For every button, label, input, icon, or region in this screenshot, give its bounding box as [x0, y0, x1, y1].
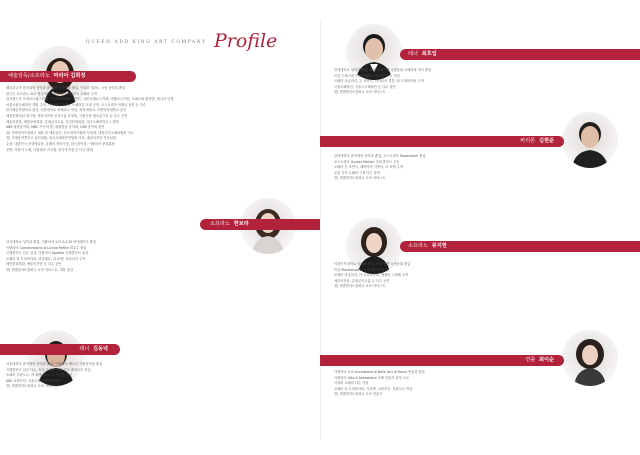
profile-role: 소프라노 [408, 243, 429, 249]
profile-role: 연출 [525, 357, 536, 363]
bio-line: 독일 드레스덴 국립 오페라 극장 솔리스트 역임 [334, 73, 400, 78]
bio-line: 이탈리아 로마 Accademia di Belle Arti di Roma 연출과 졸업 [334, 370, 425, 374]
bio-line: 이탈리아 Villa S.Sebastiano 국제 연출가 과정 수료 [334, 375, 409, 380]
profile-role: 소프라노 [210, 221, 231, 227]
bio-line: 오페라 라 트라비아타, 카르멘, 나비부인, 투란도트 연출 [334, 386, 413, 391]
bio-line: 예술의전당, 세종문화회관, 롯데콘서트홀, 부산문화회관, 대구오페라하우스 협연 [6, 119, 119, 124]
profile-bio [334, 68, 634, 96]
bio-line: 현) 퀸앤킹아트컴퍼니 소속 연출가 [334, 392, 383, 397]
bio-line: 현) 퀸앤킹아트컴퍼니 소속 아티스트 [6, 384, 58, 389]
bio-line: 한국예술종합학교 출강, 서울대학교 외래교수 역임, 경희대학교, 숙명여자대학교 출강 [6, 108, 127, 113]
profile-name-tag [320, 136, 564, 147]
column-divider [320, 20, 321, 440]
bio-line: 예술의전당, 롯데콘서트홀 등 다수 공연 [334, 278, 390, 283]
profile-name-tag [0, 344, 120, 355]
profile-bio [334, 370, 634, 398]
bio-line: 국립오페라단, 서울시오페라단 등 다수 출연 [334, 84, 396, 89]
profile-name: 김현준 [538, 138, 554, 144]
bio-line: 이탈리아 Conservatorio di Licinio Refice 최우수 졸업 [6, 245, 87, 250]
bio-line: 연세대학교 성악과 졸업, 독일 드레스덴 국립음대 오페라과 석사 졸업 [334, 68, 432, 72]
bio-line: 유럽 각지 오페라 극장 다수 출연 [334, 170, 380, 175]
bio-line: 일코앤드리 모차르트페스티벌, 인터페리아페르아만트, 에티소첼로스카페, 에렐오니프란, 로메오와 줄리엣, 세니아 인재 [6, 97, 174, 102]
company-name: QUEEN ADD KING ART COMPANY [86, 40, 207, 45]
profile-bio [6, 240, 306, 274]
profile-name-tag [400, 241, 640, 252]
bio-line: 수상: 대한민국 문화예술상, 올해의 성악가상, 한국음악상, 이탈리아 문화훈장 [6, 141, 115, 146]
bio-line: 세종문화회관, 예술의전당 등 다수 공연 [6, 262, 62, 267]
bio-line: 오페라 라 트라비아타, 리골레토, 라 보엠, 마술피리 주역 [6, 256, 86, 261]
profile-title: Profile [214, 30, 278, 52]
bio-line: 국내외 오페라 다수 연출 [334, 381, 369, 386]
profile-name-tag [200, 219, 320, 230]
bio-line: 현) 퀸앤킹아트컴퍼니 소속 아티스트 [334, 176, 386, 181]
bio-line: 음반: 사랑의 노래, 이탈리아 가곡집, 한국가곡집 등 다수 발매 [6, 147, 93, 152]
bio-line: 국제콩쿠르 다수 입상, 이탈리아 Spoleto 국제콩쿠르 입상 [6, 251, 89, 256]
bio-line: 캘리포니아 음악대학 성악과 졸업 및 동대학원 졸업, 이태리 밀라노 시립 음악원 졸업 [6, 86, 126, 90]
profile-name: 류지현 [431, 243, 447, 249]
bio-line: 오스트리아 Gustav Mahler 국제 콩쿠르 우승 [334, 159, 400, 164]
bio-line: 세종문화회관 대극장, 예술의전당 콘서트홀 독창회, 국립극장 해오름극장 등 다수 공연 [6, 113, 128, 118]
bio-line: 현) 퀸앤킹아트컴퍼니 소속 아티스트 [334, 90, 386, 95]
bio-line: 서울대학교 음악대학 성악과 졸업, 이탈리아 베르디 국립음악원 졸업 [6, 362, 103, 366]
bio-line: 오페라 돈 조반니, 세비야의 이발사, 라 보엠 주역 [334, 165, 403, 170]
profile-name-tag [320, 355, 564, 366]
profile-name: 최이순 [538, 357, 554, 363]
profile-name: 김동녁 [92, 346, 108, 352]
bio-line: 현) 퀸앤킹아트컴퍼니 소속 아티스트, 대학 출강 [6, 267, 74, 272]
bio-line: 현) 퀸앤킹아트컴퍼니 소속 아티스트 [334, 284, 386, 289]
profile-name: 한보라 [233, 221, 249, 227]
profile-role: 테너 [408, 51, 419, 57]
bio-line: 단국대학교 성악과 졸업, 이탈리아 로마 A.C.M 아카데미아 졸업 [6, 240, 96, 244]
profile-bio [334, 262, 634, 290]
profile-name: 마리아 김희정 [53, 73, 86, 79]
bio-line: 독일 Mendelssohn 국제 콩쿠르 입상 [334, 267, 388, 272]
profile-bio [334, 154, 634, 182]
bio-line: 이화여자대학교 성악과 졸업, 독일 뮌헨 국립음대 졸업 [334, 262, 411, 266]
profile-bio [6, 86, 306, 153]
profile-role: 테너 [79, 346, 90, 352]
bio-line: 국제콩쿠르 입상 다수, 독일 오페라 극장 전속 솔리스트 역임 [6, 367, 91, 372]
bio-line: 한양대학교 음악대학 성악과 졸업, 오스트리아 Mozarteum 졸업 [334, 154, 426, 158]
bio-line: 한국인 소프라노 최초 영국여왕가의 후원국제콩쿠르 오페라 주역 [6, 91, 97, 96]
profile-name-tag [0, 71, 136, 82]
bio-line: KBS 열린음악회, MBC 가곡의 밤, 평화방송 음악회, CBS 음악회 출연 [6, 125, 105, 130]
bio-line: KBS 교향악단, 서울시립교향악단 협연 [6, 378, 61, 383]
bio-line: 현) 국제음악콩쿠르 심사위원, 한국오페라단연합회 이사, 예술의전당 자문위원 [6, 136, 116, 141]
profile-name-tag [400, 49, 640, 60]
bio-line: 서울시립오페라단 객원 주역, 이탈리아 밀라노 오페라단 초청 공연, 오스트리아 비엔나 공연 등 다수 [6, 102, 147, 107]
profile-name: 최호업 [421, 51, 437, 57]
bio-line: 오페라 마술피리, 돈 조반니, 피가로의 결혼, 라 트라비아타 주역 [334, 79, 424, 84]
profile-bio [6, 362, 306, 390]
bio-line: 오페라 마술피리, 라 트라비아타, 헨젤과 그레텔 주역 [334, 273, 409, 278]
bio-line: 현) 퀸앤킹아트컴퍼니 대표 및 예술감독, 한국성악가협회 부회장, 대한민국오페라협회 이사 [6, 130, 134, 135]
profile-role: 바리톤 [520, 138, 536, 144]
bio-line: 오페라 투란도트, 라 보엠, 토스카, 카르멘 주역 [6, 373, 72, 378]
profile-role: 예술감독/소프라노 [8, 73, 50, 79]
